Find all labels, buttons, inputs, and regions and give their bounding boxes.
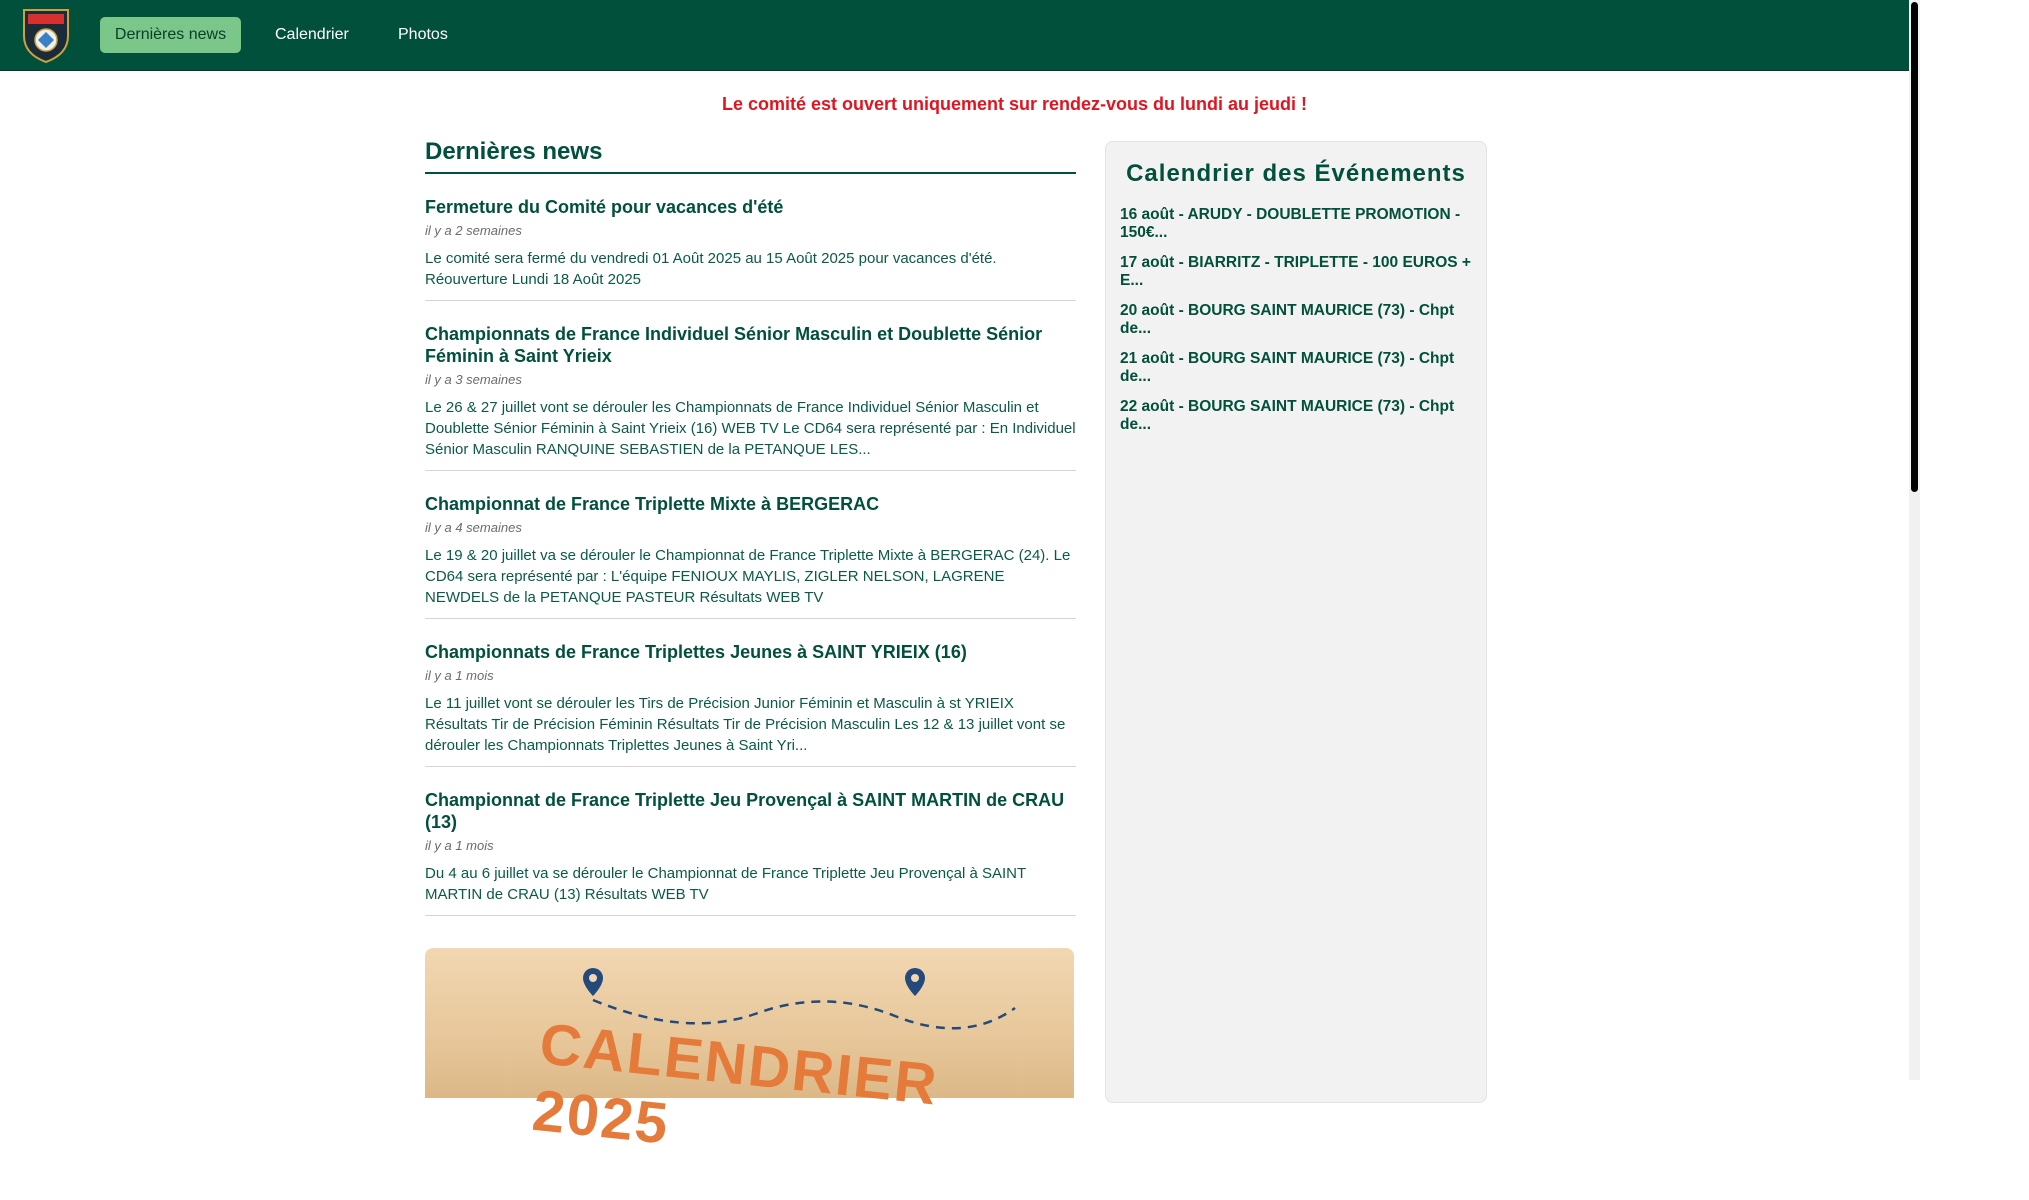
event-link[interactable]: 21 août - BOURG SAINT MAURICE (73) - Chpt de... [1120,350,1455,385]
event-link[interactable]: 16 août - ARUDY - DOUBLETTE PROMOTION - 150€... [1120,206,1461,241]
news-heading: Dernières news [425,138,1076,174]
article-date: il y a 2 semaines [425,223,522,238]
map-pin-icon [583,968,603,996]
calendar-poster-image[interactable] [425,948,1074,1157]
map-pin-icon [905,968,925,996]
announcement-banner: Le comité est ouvert uniquement sur rendez-vous du lundi au jeudi ! [721,94,1308,114]
event-link[interactable]: 22 août - BOURG SAINT MAURICE (73) - Chpt de... [1120,398,1455,433]
page-scrollbar[interactable] [1909,0,1920,1080]
news-article [425,174,1076,301]
club-logo-icon[interactable] [20,6,72,64]
scrollbar-thumb[interactable] [1911,2,1918,492]
article-excerpt: Du 4 au 6 juillet va se dérouler le Championnat de France Triplette Jeu Provençal à SAINT MARTIN de CRAU (13) Résultats WEB TV [425,865,1026,903]
news-article [425,471,1076,619]
article-title[interactable]: Championnats de France Triplettes Jeunes à SAINT YRIEIX (16) [425,642,967,662]
article-date: il y a 3 semaines [425,372,522,387]
article-title[interactable]: Championnats de France Individuel Sénior Masculin et Doublette Sénior Féminin à Saint Yrieix [425,324,1043,366]
article-date: il y a 1 mois [425,668,494,683]
events-calendar-panel [1105,141,1487,1103]
article-excerpt: Le 19 & 20 juillet va se dérouler le Championnat de France Triplette Mixte à BERGERAC (24). Le CD64 sera représenté par : L'équipe FENIOUX MAYLIS, ZIGLER NELSON, LAGRENE NEWDELS de la PETANQUE PASTEUR Résultats WEB TV [425,547,1071,606]
article-title[interactable]: Fermeture du Comité pour vacances d'été [425,197,784,217]
news-article [425,767,1076,916]
event-list [1106,206,1486,434]
nav-photos[interactable]: Photos [398,26,448,43]
news-section [425,138,1076,916]
nav-latest-news[interactable]: Dernières news [100,17,241,53]
top-navbar [0,0,1909,71]
poster-title: CALENDRIER 2025 [529,1011,942,1157]
article-title[interactable]: Championnat de France Triplette Jeu Provençal à SAINT MARTIN de CRAU (13) [425,790,1065,832]
calendar-heading: Calendrier des Événements [1126,160,1466,187]
article-excerpt: Le comité sera fermé du vendredi 01 Août 2025 au 15 Août 2025 pour vacances d'été. Réouverture Lundi 18 Août 2025 [425,250,997,288]
article-excerpt: Le 11 juillet vont se dérouler les Tirs de Précision Junior Féminin et Masculin à st YRIEIX Résultats Tir de Précision Féminin Résultats Tir de Précision Masculin Les 12 & 13 juillet vont se dérouler les Championnats Triplettes Jeunes à Saint Yri... [425,695,1066,754]
news-article [425,301,1076,471]
event-link[interactable]: 17 août - BIARRITZ - TRIPLETTE - 100 EUROS + E... [1120,254,1471,289]
article-title[interactable]: Championnat de France Triplette Mixte à BERGERAC [425,494,880,514]
news-article [425,619,1076,767]
article-date: il y a 4 semaines [425,520,522,535]
nav-calendar[interactable]: Calendrier [275,26,349,43]
event-link[interactable]: 20 août - BOURG SAINT MAURICE (73) - Chpt de... [1120,302,1455,337]
article-excerpt: Le 26 & 27 juillet vont se dérouler les Championnats de France Individuel Sénior Masculin et Doublette Sénior Féminin à Saint Yrieix (16) WEB TV Le CD64 sera représenté par : En Individuel Sénior Masculin RANQUINE SEBASTIEN de la PETANQUE LES... [425,399,1076,458]
article-date: il y a 1 mois [425,838,494,853]
